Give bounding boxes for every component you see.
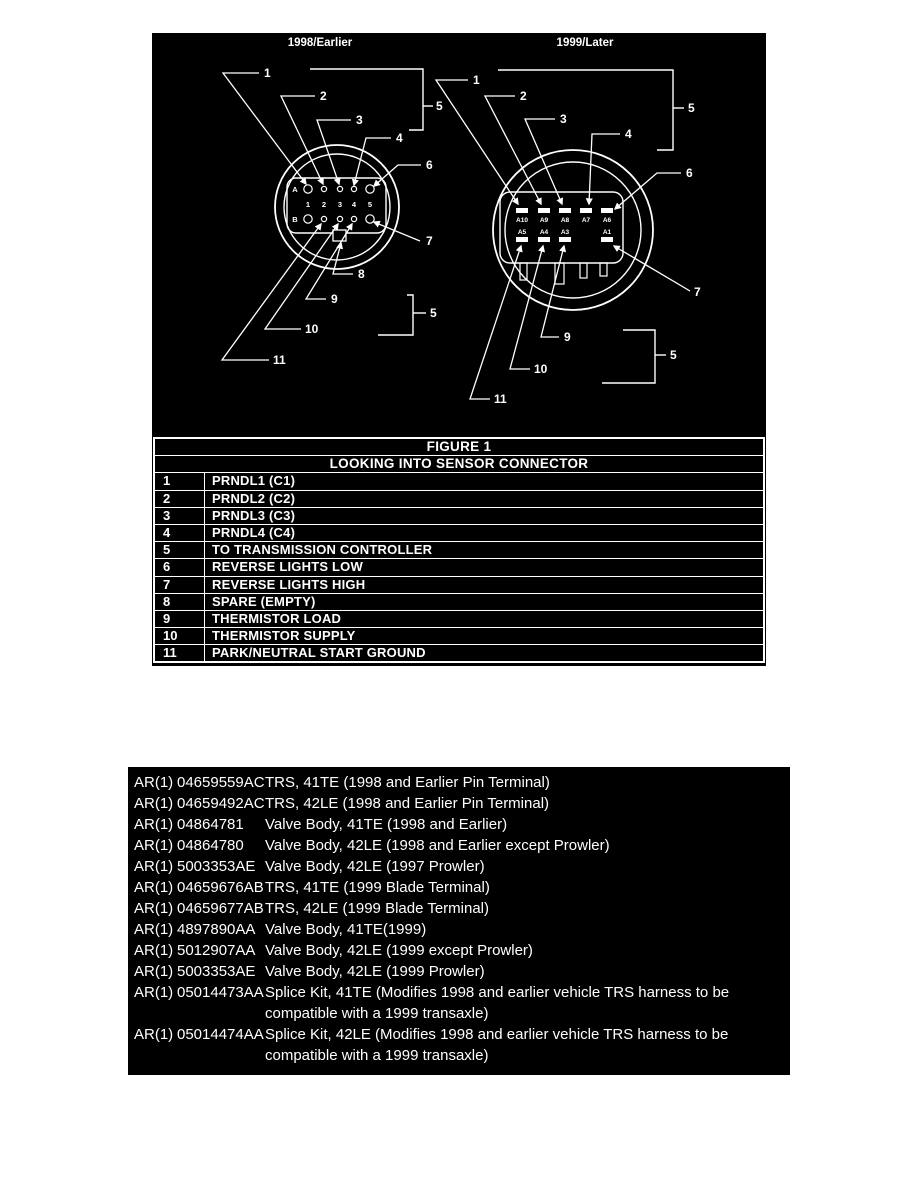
table-subtitle: LOOKING INTO SENSOR CONNECTOR bbox=[155, 456, 763, 473]
callout-2: 2 bbox=[520, 89, 527, 103]
pin-description: PRNDL4 (C4) bbox=[212, 524, 296, 540]
parts-row bbox=[128, 982, 790, 1024]
part-qty: AR(1) bbox=[134, 900, 174, 917]
table-row bbox=[155, 508, 763, 525]
pin-number-4: 4 bbox=[351, 200, 357, 209]
sensor-connector-diagram bbox=[152, 33, 766, 437]
callout-5-bottom: 5 bbox=[430, 306, 437, 320]
callout-5-top: 5 bbox=[436, 99, 443, 113]
pin-number: 1 bbox=[155, 473, 205, 489]
callout-7: 7 bbox=[694, 285, 701, 299]
part-description: TRS, 41TE (1998 and Earlier Pin Terminal) bbox=[265, 774, 550, 791]
part-description: TRS, 42LE (1998 and Earlier Pin Terminal) bbox=[265, 795, 550, 812]
callout-4: 4 bbox=[625, 127, 632, 141]
table-row bbox=[155, 594, 763, 611]
callout-10: 10 bbox=[534, 362, 548, 376]
blade-label-a4: A4 bbox=[539, 229, 549, 236]
callout-7: 7 bbox=[426, 234, 433, 248]
callout-11: 11 bbox=[273, 353, 286, 367]
pin-number-5: 5 bbox=[367, 200, 373, 209]
blade-label-a9: A9 bbox=[539, 217, 549, 224]
part-number: 05014473AA bbox=[177, 984, 264, 1001]
callout-8: 8 bbox=[358, 267, 365, 281]
pin-description: REVERSE LIGHTS LOW bbox=[212, 559, 363, 575]
table-row bbox=[155, 628, 763, 645]
part-qty: AR(1) bbox=[134, 921, 174, 938]
pin-number: 8 bbox=[155, 594, 205, 610]
blade-slots-top bbox=[516, 208, 613, 213]
pin-function-table bbox=[153, 437, 765, 663]
pin-number: 5 bbox=[155, 542, 205, 558]
part-qty: AR(1) bbox=[134, 942, 174, 959]
part-description: Valve Body, 42LE (1998 and Earlier except Prowler) bbox=[265, 837, 610, 854]
part-description: TRS, 42LE (1999 Blade Terminal) bbox=[265, 900, 490, 917]
part-number: 5003353AE bbox=[177, 858, 256, 875]
callout-1: 1 bbox=[264, 66, 271, 80]
callout-5-top: 5 bbox=[688, 101, 695, 115]
part-qty: AR(1) bbox=[134, 879, 174, 896]
pin-description: SPARE (EMPTY) bbox=[212, 593, 316, 609]
part-qty: AR(1) bbox=[134, 858, 174, 875]
pin-number: 7 bbox=[155, 577, 205, 593]
pin-number-2: 2 bbox=[321, 200, 327, 209]
part-qty: AR(1) bbox=[134, 816, 174, 833]
part-number: 04659559AC bbox=[177, 774, 265, 791]
harness-bracket-bottom-left bbox=[378, 295, 426, 335]
leader-lines-left bbox=[222, 73, 421, 360]
pin-number: 9 bbox=[155, 611, 205, 627]
pin-number: 10 bbox=[155, 628, 205, 644]
parts-row bbox=[128, 835, 790, 856]
callout-11: 11 bbox=[494, 392, 507, 406]
pin-number: 3 bbox=[155, 508, 205, 524]
table-row bbox=[155, 577, 763, 594]
diagram-title-right: 1999/Later bbox=[556, 37, 614, 49]
pin-number: 4 bbox=[155, 525, 205, 541]
callout-9: 9 bbox=[564, 330, 571, 344]
figure-1-panel bbox=[152, 33, 766, 666]
pin-description: REVERSE LIGHTS HIGH bbox=[212, 576, 366, 592]
row-letter-b: B bbox=[292, 215, 298, 224]
parts-row bbox=[128, 919, 790, 940]
pin-number: 2 bbox=[155, 491, 205, 507]
parts-row bbox=[128, 961, 790, 982]
part-description: Splice Kit, 42LE (Modifies 1998 and earlier vehicle TRS harness to be compatible with a 1999 transaxle) bbox=[265, 1026, 729, 1064]
pin-number: 6 bbox=[155, 559, 205, 575]
part-description: Valve Body, 42LE (1999 Prowler) bbox=[265, 963, 485, 980]
parts-row bbox=[128, 898, 790, 919]
harness-bracket-top-left bbox=[310, 69, 433, 130]
part-description: Valve Body, 42LE (1997 Prowler) bbox=[265, 858, 485, 875]
callout-4: 4 bbox=[396, 131, 403, 145]
blade-label-a6: A6 bbox=[602, 217, 612, 224]
parts-row bbox=[128, 877, 790, 898]
pin-number-3: 3 bbox=[337, 200, 343, 209]
pin-description: PRNDL1 (C1) bbox=[212, 473, 296, 489]
callout-2: 2 bbox=[320, 89, 327, 103]
part-qty: AR(1) bbox=[134, 963, 174, 980]
connector-1999-later bbox=[436, 37, 701, 406]
part-number: 04864781 bbox=[177, 816, 244, 833]
blade-label-a10: A10 bbox=[516, 217, 528, 224]
part-description: Valve Body, 41TE (1998 and Earlier) bbox=[265, 816, 508, 833]
callout-9: 9 bbox=[331, 292, 338, 306]
part-number: 04659492AC bbox=[177, 795, 265, 812]
part-number: 5003353AE bbox=[177, 963, 256, 980]
blade-label-a3: A3 bbox=[560, 229, 570, 236]
row-letter-a: A bbox=[292, 185, 298, 194]
part-qty: AR(1) bbox=[134, 984, 174, 1001]
table-row bbox=[155, 559, 763, 576]
callout-5-bottom: 5 bbox=[670, 348, 677, 362]
part-description: TRS, 41TE (1999 Blade Terminal) bbox=[265, 879, 490, 896]
part-qty: AR(1) bbox=[134, 837, 174, 854]
table-row bbox=[155, 473, 763, 490]
table-row bbox=[155, 491, 763, 508]
connector-key-notch bbox=[333, 230, 346, 241]
part-description: Valve Body, 42LE (1999 except Prowler) bbox=[265, 942, 533, 959]
table-row bbox=[155, 645, 763, 661]
part-number: 5012907AA bbox=[177, 942, 256, 959]
part-number: 04659677AB bbox=[177, 900, 264, 917]
pin-description: TO TRANSMISSION CONTROLLER bbox=[212, 542, 433, 558]
table-title: FIGURE 1 bbox=[155, 439, 763, 456]
parts-row bbox=[128, 772, 790, 793]
callout-3: 3 bbox=[560, 112, 567, 126]
part-qty: AR(1) bbox=[134, 795, 174, 812]
callout-10: 10 bbox=[305, 322, 319, 336]
parts-list bbox=[128, 767, 790, 1075]
part-qty: AR(1) bbox=[134, 774, 174, 791]
pin-number-1: 1 bbox=[305, 200, 311, 209]
part-number: 04659676AB bbox=[177, 879, 264, 896]
pin-description: PRNDL3 (C3) bbox=[212, 507, 296, 523]
blade-label-a7: A7 bbox=[581, 217, 591, 224]
part-number: 04864780 bbox=[177, 837, 244, 854]
diagram-title-left: 1998/Earlier bbox=[287, 37, 353, 49]
blade-label-a8: A8 bbox=[560, 217, 570, 224]
pin-description: PRNDL2 (C2) bbox=[212, 490, 296, 506]
connector-1998-earlier bbox=[222, 37, 443, 367]
part-description: Splice Kit, 41TE (Modifies 1998 and earlier vehicle TRS harness to be compatible with a 1999 transaxle) bbox=[265, 984, 730, 1022]
parts-row bbox=[128, 1024, 790, 1066]
part-number: 05014474AA bbox=[177, 1026, 264, 1043]
parts-row bbox=[128, 940, 790, 961]
part-number: 4897890AA bbox=[177, 921, 256, 938]
parts-row bbox=[128, 856, 790, 877]
blade-label-a5: A5 bbox=[517, 229, 527, 236]
parts-row bbox=[128, 814, 790, 835]
callout-6: 6 bbox=[426, 158, 433, 172]
blade-slots-bottom bbox=[516, 237, 613, 242]
blade-label-a1: A1 bbox=[602, 229, 612, 236]
harness-bracket-top-right bbox=[498, 70, 684, 150]
callout-6: 6 bbox=[686, 166, 693, 180]
table-row bbox=[155, 525, 763, 542]
callout-3: 3 bbox=[356, 113, 363, 127]
table-row bbox=[155, 542, 763, 559]
part-qty: AR(1) bbox=[134, 1026, 174, 1043]
parts-row bbox=[128, 793, 790, 814]
pin-description: THERMISTOR LOAD bbox=[212, 610, 342, 626]
pin-number: 11 bbox=[155, 645, 205, 661]
pin-description: THERMISTOR SUPPLY bbox=[212, 628, 356, 644]
table-row bbox=[155, 611, 763, 628]
part-description: Valve Body, 41TE(1999) bbox=[265, 921, 427, 938]
callout-1: 1 bbox=[473, 73, 480, 87]
pin-description: PARK/NEUTRAL START GROUND bbox=[212, 645, 426, 661]
harness-bracket-bottom-right bbox=[602, 330, 666, 383]
